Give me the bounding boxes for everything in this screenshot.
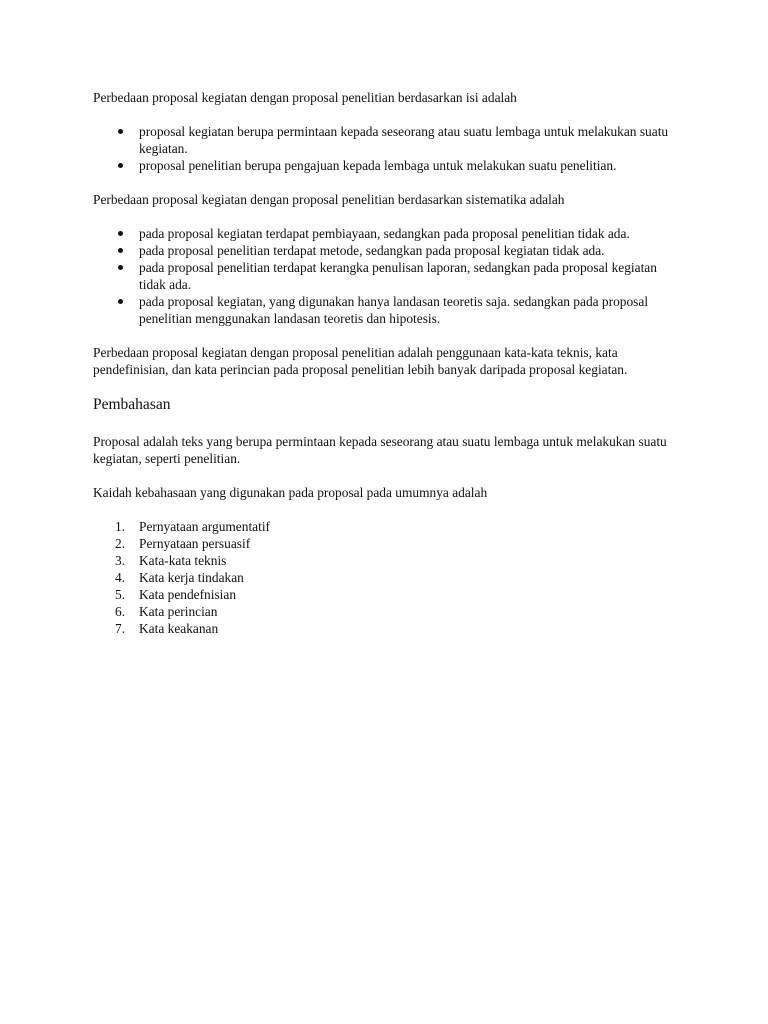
numbered-list-kaidah <box>93 518 683 637</box>
list-item <box>139 123 683 157</box>
paragraph-sistematika: Perbedaan proposal kegiatan dengan proposal penelitian berdasarkan sistematika adalah <box>93 192 565 207</box>
list-item <box>115 569 683 586</box>
paragraph-kata-teknis: Perbedaan proposal kegiatan dengan proposal penelitian adalah penggunaan kata-kata teknis, kata pendefinisian, dan kata perincian pada proposal penelitian lebih banyak daripada proposal kegiatan. <box>93 345 628 377</box>
list-item <box>115 552 683 569</box>
list-item-text: Kata kerja tindakan <box>139 570 244 585</box>
list-number: 2. <box>115 536 126 551</box>
bullet-list-sistematika <box>93 225 683 327</box>
list-number: 1. <box>115 519 126 534</box>
bullet-list-isi <box>93 123 683 174</box>
list-item <box>139 157 683 174</box>
list-item <box>139 293 683 327</box>
list-item-text: Kata keakanan <box>139 621 219 636</box>
list-item-text: Kata-kata teknis <box>139 553 227 568</box>
document-content <box>93 89 683 637</box>
list-item-text: pada proposal penelitian terdapat kerangka penulisan laporan, sedangkan pada proposal kegiatan tidak ada. <box>139 260 657 292</box>
list-item-text: proposal kegiatan berupa permintaan kepada seseorang atau suatu lembaga untuk melakukan suatu kegiatan. <box>139 124 669 156</box>
bullet-icon <box>118 265 123 270</box>
bullet-icon <box>118 231 123 236</box>
list-item <box>139 242 683 259</box>
list-item-text: pada proposal kegiatan, yang digunakan hanya landasan teoretis saja. sedangkan pada proposal penelitian menggunakan landasan teoretis dan hipotesis. <box>139 294 649 326</box>
list-number: 3. <box>115 553 126 568</box>
list-item-text: proposal penelitian berupa pengajuan kepada lembaga untuk melakukan suatu penelitian. <box>139 158 617 173</box>
paragraph-isi: Perbedaan proposal kegiatan dengan proposal penelitian berdasarkan isi adalah <box>93 90 517 105</box>
list-item-text: pada proposal kegiatan terdapat pembiayaan, sedangkan pada proposal penelitian tidak ada. <box>139 226 630 241</box>
section-heading: Pembahasan <box>93 396 171 413</box>
bullet-icon <box>118 129 123 134</box>
list-item <box>115 535 683 552</box>
list-item-text: Pernyataan persuasif <box>139 536 251 551</box>
list-item <box>139 259 683 293</box>
list-item-text: Pernyataan argumentatif <box>139 519 271 534</box>
list-item-text: pada proposal penelitian terdapat metode, sedangkan pada proposal kegiatan tidak ada. <box>139 243 605 258</box>
list-item <box>115 620 683 637</box>
list-number: 4. <box>115 570 126 585</box>
bullet-icon <box>118 163 123 168</box>
list-item <box>139 225 683 242</box>
list-item-text: Kata pendefnisian <box>139 587 237 602</box>
paragraph-kaidah: Kaidah kebahasaan yang digunakan pada proposal pada umumnya adalah <box>93 485 488 500</box>
bullet-icon <box>118 299 123 304</box>
list-item-text: Kata perincian <box>139 604 218 619</box>
list-item <box>115 518 683 535</box>
list-number: 7. <box>115 621 126 636</box>
list-number: 5. <box>115 587 126 602</box>
bullet-icon <box>118 248 123 253</box>
list-item <box>115 586 683 603</box>
list-item <box>115 603 683 620</box>
paragraph-definisi: Proposal adalah teks yang berupa permintaan kepada seseorang atau suatu lembaga untuk melakukan suatu kegiatan, seperti penelitian. <box>93 434 667 466</box>
list-number: 6. <box>115 604 126 619</box>
